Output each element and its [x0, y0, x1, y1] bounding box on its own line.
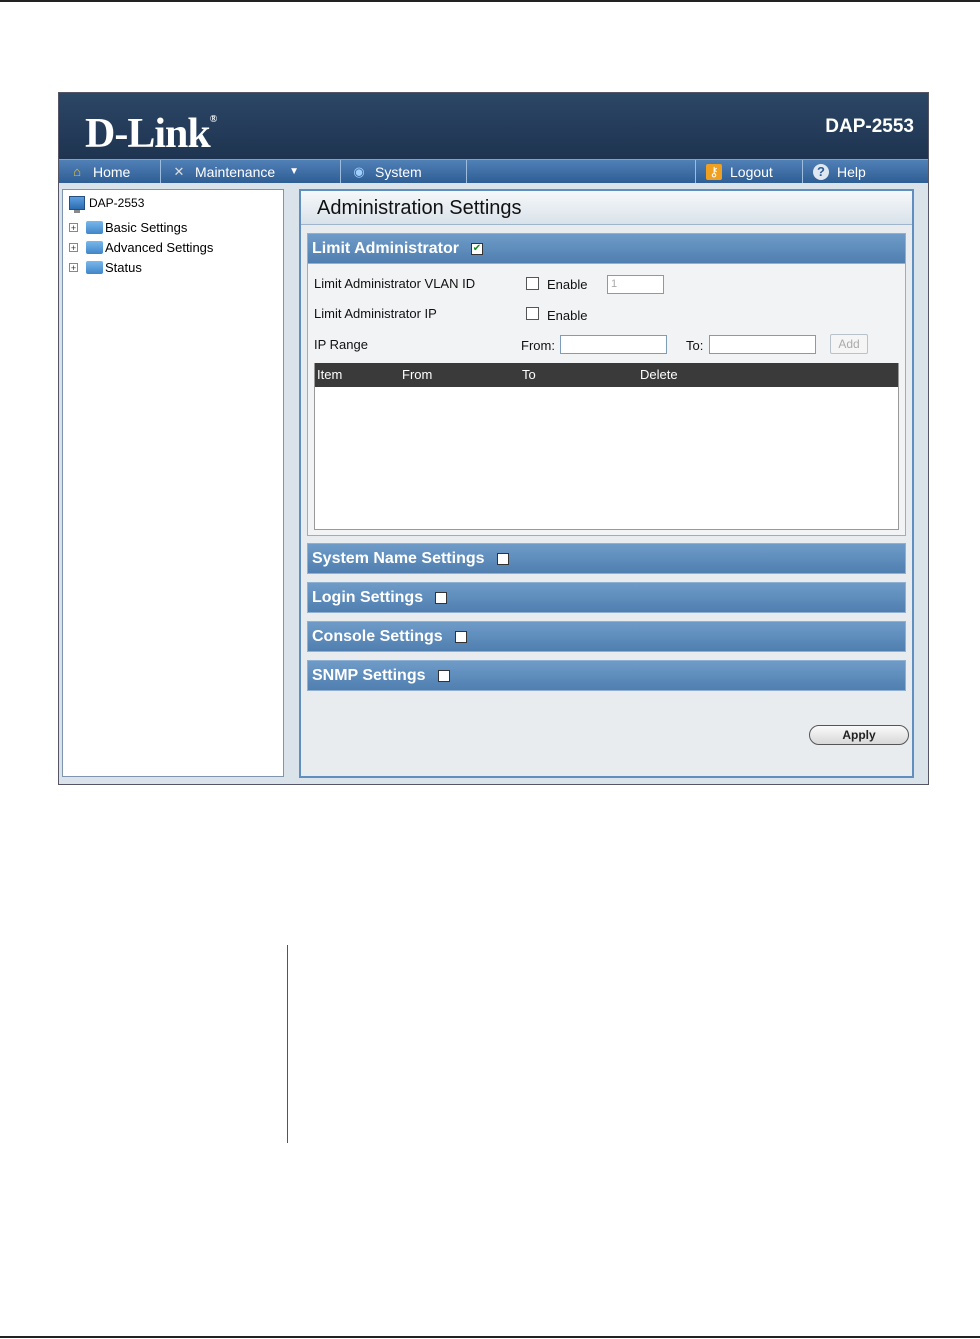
section-header: Login Settings [307, 582, 906, 613]
folder-icon [86, 261, 103, 274]
limit-administrator-checkbox[interactable]: ✔ [472, 242, 482, 254]
login-settings-checkbox[interactable] [435, 592, 447, 604]
computer-icon [69, 196, 85, 210]
add-button[interactable]: Add [830, 334, 868, 354]
vlan-id-input[interactable]: 1 [607, 275, 664, 294]
vlan-enable-label: Enable [547, 277, 588, 292]
section-body [307, 264, 906, 536]
column-to: To [522, 367, 536, 382]
folder-icon [86, 241, 103, 254]
section-header: Console Settings [307, 621, 906, 652]
from-label: From: [521, 338, 555, 353]
ip-to-input[interactable] [709, 335, 816, 354]
system-icon: ◉ [353, 163, 365, 179]
model-name: DAP-2553 [825, 116, 914, 137]
tree-item-status[interactable]: + Status [70, 260, 142, 275]
system-name-settings-checkbox[interactable] [497, 553, 509, 565]
section-header: Limit Administrator ✔ [307, 233, 906, 264]
page-top-rule [0, 0, 980, 2]
ip-range-label: IP Range [314, 337, 368, 352]
dlink-logo: D-Link® [85, 111, 217, 157]
chevron-down-icon: ▼ [289, 166, 300, 177]
console-settings-checkbox[interactable] [455, 631, 467, 643]
key-icon: ⚷ [706, 164, 722, 180]
login-settings-section [307, 582, 906, 613]
menu-home[interactable]: ⌂ Home [59, 160, 161, 183]
snmp-settings-checkbox[interactable] [438, 670, 450, 682]
expand-icon[interactable]: + [70, 223, 77, 233]
snmp-settings-section [307, 660, 906, 691]
help-icon: ? [813, 164, 829, 180]
to-label: To: [686, 338, 704, 353]
ip-from-input[interactable] [560, 335, 667, 354]
limit-administrator-section [307, 233, 906, 536]
table-header [315, 363, 898, 387]
section-header: System Name Settings [307, 543, 906, 574]
expand-icon[interactable]: + [70, 243, 77, 253]
header-bar [59, 93, 928, 159]
tree-item-advanced-settings[interactable]: + Advanced Settings [70, 240, 214, 255]
apply-button[interactable]: Apply [809, 725, 909, 745]
limit-ip-label: Limit Administrator IP [314, 306, 437, 321]
content-area [59, 183, 928, 784]
settings-panel [299, 189, 914, 778]
column-delete: Delete [640, 367, 678, 382]
vlan-enable-checkbox[interactable] [526, 277, 539, 290]
router-ui-screenshot [58, 92, 929, 785]
menu-bar [59, 159, 928, 183]
tree-item-basic-settings[interactable]: + Basic Settings [70, 220, 188, 235]
navigation-tree [62, 189, 284, 777]
folder-icon [86, 221, 103, 234]
system-name-settings-section [307, 543, 906, 574]
menu-logout[interactable]: ⚷ Logout [695, 160, 803, 183]
page-title: Administration Settings [301, 191, 912, 225]
vertical-divider [287, 945, 288, 1143]
menu-system[interactable]: ◉ System [341, 160, 467, 183]
ip-range-table [314, 363, 899, 530]
ip-enable-label: Enable [547, 308, 588, 323]
console-settings-section [307, 621, 906, 652]
menu-help[interactable]: ? Help [803, 160, 928, 183]
page-bottom-rule [0, 1336, 980, 1338]
expand-icon[interactable]: + [70, 263, 77, 273]
column-from: From [402, 367, 433, 382]
ip-enable-checkbox[interactable] [526, 307, 539, 320]
vlan-id-label: Limit Administrator VLAN ID [314, 276, 476, 291]
section-header: SNMP Settings [307, 660, 906, 691]
tree-root[interactable]: DAP-2553 [69, 196, 144, 210]
home-icon: ⌂ [73, 164, 81, 179]
tools-icon: ✕ [173, 163, 185, 179]
menu-maintenance[interactable]: ✕ Maintenance ▼ [161, 160, 341, 183]
column-item: Item [317, 367, 343, 382]
